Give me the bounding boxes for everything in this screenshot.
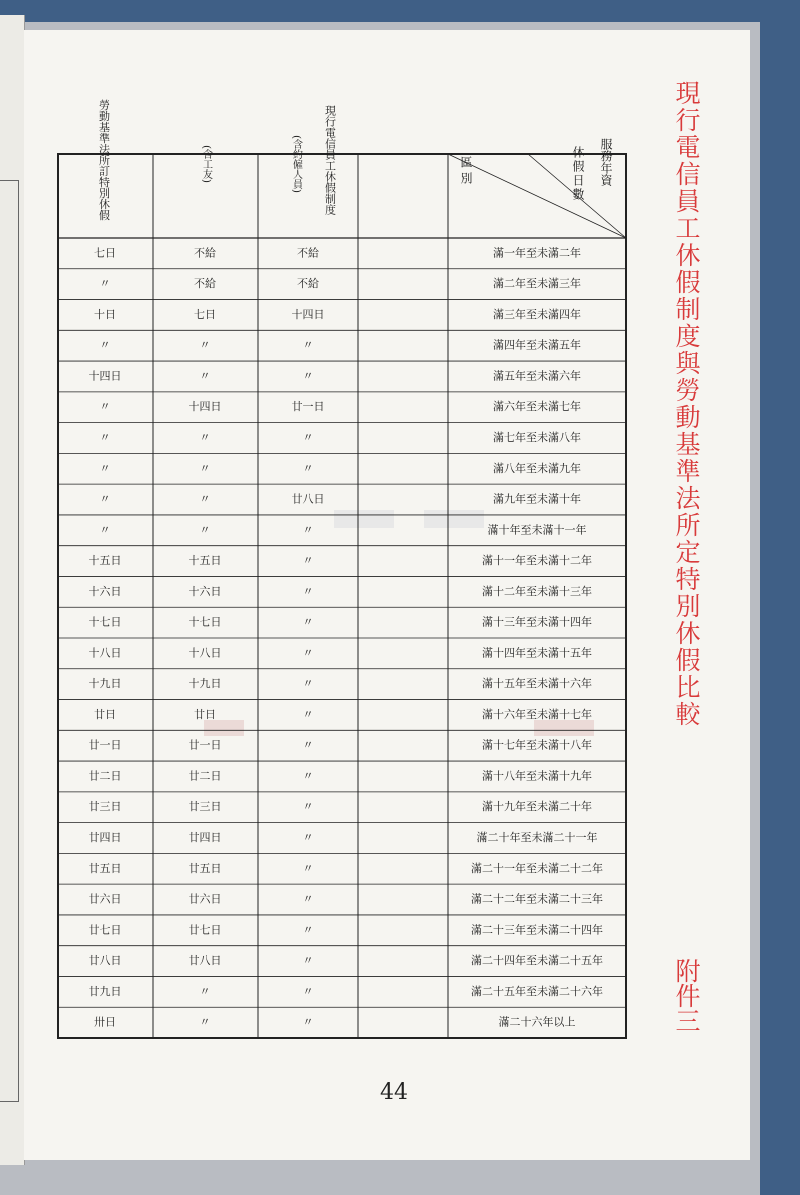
cell-labor-law: 廿一日 — [88, 738, 122, 752]
cell-labor-law: 十八日 — [88, 646, 122, 660]
cell-worker: 〃 — [199, 461, 211, 475]
cell-worker: 廿四日 — [188, 831, 222, 844]
service-years-cell: 滿三年至未滿四年 — [493, 307, 581, 321]
cell-labor-law: 〃 — [99, 492, 111, 506]
cell-worker: 〃 — [199, 984, 211, 998]
cell-labor-law: 十六日 — [88, 584, 122, 598]
cell-labor-law: 廿二日 — [88, 769, 122, 783]
cell-worker: 十四日 — [188, 400, 222, 414]
service-years-cell: 滿八年至未滿九年 — [493, 461, 581, 475]
service-years-cell: 滿九年至未滿十年 — [493, 492, 581, 506]
cell-worker: 〃 — [199, 369, 211, 383]
service-years-cell: 滿二十三年至未滿二十四年 — [471, 923, 603, 937]
corner-category: 區別 — [459, 156, 473, 188]
cell-labor-law: 十七日 — [88, 615, 122, 629]
service-years-cell: 滿四年至未滿五年 — [493, 338, 581, 352]
service-years-cell: 滿七年至未滿八年 — [493, 431, 581, 444]
cell-contract: 廿一日 — [291, 400, 325, 414]
cell-contract: 十四日 — [291, 307, 325, 321]
cell-worker: 〃 — [199, 338, 211, 352]
service-years-cell: 滿二年至未滿三年 — [493, 277, 581, 291]
cell-labor-law: 十四日 — [88, 369, 122, 383]
cell-labor-law: 廿日 — [94, 707, 116, 721]
cell-labor-law: 廿六日 — [88, 892, 122, 906]
cell-labor-law: 廿九日 — [88, 984, 122, 998]
cell-contract: 〃 — [302, 615, 314, 629]
cell-worker: 廿五日 — [188, 861, 222, 875]
cell-labor-law: 七日 — [94, 246, 116, 260]
service-years-cell: 滿六年至未滿七年 — [493, 400, 581, 414]
cell-labor-law: 〃 — [99, 431, 111, 444]
cell-worker: 不給 — [194, 277, 216, 291]
cell-contract: 〃 — [302, 584, 314, 598]
cell-worker: 廿六日 — [188, 892, 222, 906]
page-title: 現行電信員工休假制度與勞動基準法所定特別休假比較 — [672, 80, 701, 728]
cell-contract: 〃 — [302, 677, 314, 691]
cell-contract: 〃 — [302, 923, 314, 937]
page-number: 44 — [380, 1080, 408, 1105]
cell-contract: 〃 — [302, 646, 314, 660]
cell-labor-law: 〃 — [99, 523, 111, 537]
book-spine — [760, 0, 800, 1195]
cell-worker: 十九日 — [188, 677, 222, 691]
cell-labor-law: 〃 — [99, 277, 111, 291]
service-years-cell: 滿二十五年至未滿二十六年 — [471, 984, 603, 998]
cell-worker: 十七日 — [188, 615, 222, 629]
row-header-sub-worker: (含工友) — [200, 145, 212, 183]
cell-worker: 〃 — [199, 431, 211, 444]
cell-labor-law: 廿四日 — [88, 831, 122, 844]
cell-worker: 十五日 — [188, 554, 222, 568]
service-years-cell: 滿十八年至未滿十九年 — [482, 769, 592, 783]
cell-contract: 不給 — [297, 277, 319, 291]
cell-contract: 〃 — [302, 554, 314, 568]
cell-contract: 〃 — [302, 338, 314, 352]
cell-worker: 〃 — [199, 523, 211, 537]
cell-labor-law: 廿七日 — [88, 923, 122, 937]
cell-labor-law: 〃 — [99, 400, 111, 414]
cell-worker: 〃 — [199, 1015, 211, 1029]
cell-worker: 廿八日 — [188, 954, 222, 968]
cell-contract: 〃 — [302, 831, 314, 844]
service-years-cell: 滿十三年至未滿十四年 — [482, 615, 592, 629]
service-years-cell: 滿二十一年至未滿二十二年 — [471, 861, 603, 875]
row-header-employee: 現行電信員工休假制度 — [323, 105, 337, 215]
cell-contract: 〃 — [302, 800, 314, 814]
cell-labor-law: 廿八日 — [88, 954, 122, 968]
cell-contract: 〃 — [302, 984, 314, 998]
service-years-cell: 滿二十年至未滿二十一年 — [476, 831, 598, 844]
service-years-cell: 滿二十四年至未滿二十五年 — [471, 954, 603, 968]
service-years-cell: 滿二十六年以上 — [498, 1015, 576, 1029]
book-cover — [0, 0, 800, 22]
corner-service-years: 服務年資 — [599, 138, 613, 186]
annex-label: 附件三 — [672, 958, 701, 1033]
cell-worker: 廿七日 — [188, 923, 222, 937]
cell-labor-law: 十九日 — [88, 677, 122, 691]
cell-worker: 七日 — [194, 307, 216, 321]
cell-worker: 廿一日 — [188, 738, 222, 752]
cell-worker: 十六日 — [188, 584, 222, 598]
cell-labor-law: 十日 — [94, 307, 116, 321]
cell-labor-law: 卅日 — [94, 1015, 116, 1029]
cell-contract: 廿八日 — [291, 492, 325, 506]
service-years-cell: 滿二十二年至未滿二十三年 — [471, 892, 603, 906]
cell-labor-law: 廿三日 — [88, 800, 122, 814]
cell-labor-law: 廿五日 — [88, 861, 122, 875]
cell-contract: 〃 — [302, 369, 314, 383]
cell-worker: 廿日 — [194, 707, 216, 721]
cell-worker: 廿二日 — [188, 769, 222, 783]
cell-labor-law: 〃 — [99, 338, 111, 352]
cell-labor-law: 十五日 — [88, 554, 122, 568]
corner-leave-days: 休假日數 — [571, 146, 585, 202]
service-years-cell: 滿十年至未滿十一年 — [487, 523, 587, 537]
cell-contract: 〃 — [302, 954, 314, 968]
leave-comparison-table — [58, 99, 626, 1038]
service-years-cell: 滿十七年至未滿十八年 — [482, 738, 592, 752]
cell-contract: 〃 — [302, 1015, 314, 1029]
cell-contract: 〃 — [302, 861, 314, 875]
cell-worker: 廿三日 — [188, 800, 222, 814]
service-years-cell: 滿十一年至未滿十二年 — [482, 554, 592, 568]
cell-contract: 〃 — [302, 892, 314, 906]
cell-contract: 不給 — [297, 246, 319, 260]
cell-contract: 〃 — [302, 431, 314, 444]
service-years-cell: 滿一年至未滿二年 — [493, 246, 581, 260]
cell-worker: 〃 — [199, 492, 211, 506]
service-years-cell: 滿十五年至未滿十六年 — [482, 677, 592, 691]
row-header-sub-contract: (含約僱人員) — [290, 135, 302, 193]
cell-worker: 十八日 — [188, 646, 222, 660]
previous-page-edge — [0, 15, 25, 1165]
cell-worker: 不給 — [194, 246, 216, 260]
cell-contract: 〃 — [302, 461, 314, 475]
service-years-cell: 滿十二年至未滿十三年 — [482, 584, 592, 598]
cell-contract: 〃 — [302, 523, 314, 537]
service-years-cell: 滿十九年至未滿二十年 — [482, 800, 592, 814]
row-header-labor-law: 勞動基準法所訂特別休假 — [97, 99, 111, 221]
service-years-cell: 滿五年至未滿六年 — [493, 369, 581, 383]
previous-page-table-edge — [0, 180, 19, 1102]
service-years-cell: 滿十六年至未滿十七年 — [482, 707, 592, 721]
cell-contract: 〃 — [302, 738, 314, 752]
cell-contract: 〃 — [302, 769, 314, 783]
cell-contract: 〃 — [302, 707, 314, 721]
cell-labor-law: 〃 — [99, 461, 111, 475]
service-years-cell: 滿十四年至未滿十五年 — [482, 646, 592, 660]
